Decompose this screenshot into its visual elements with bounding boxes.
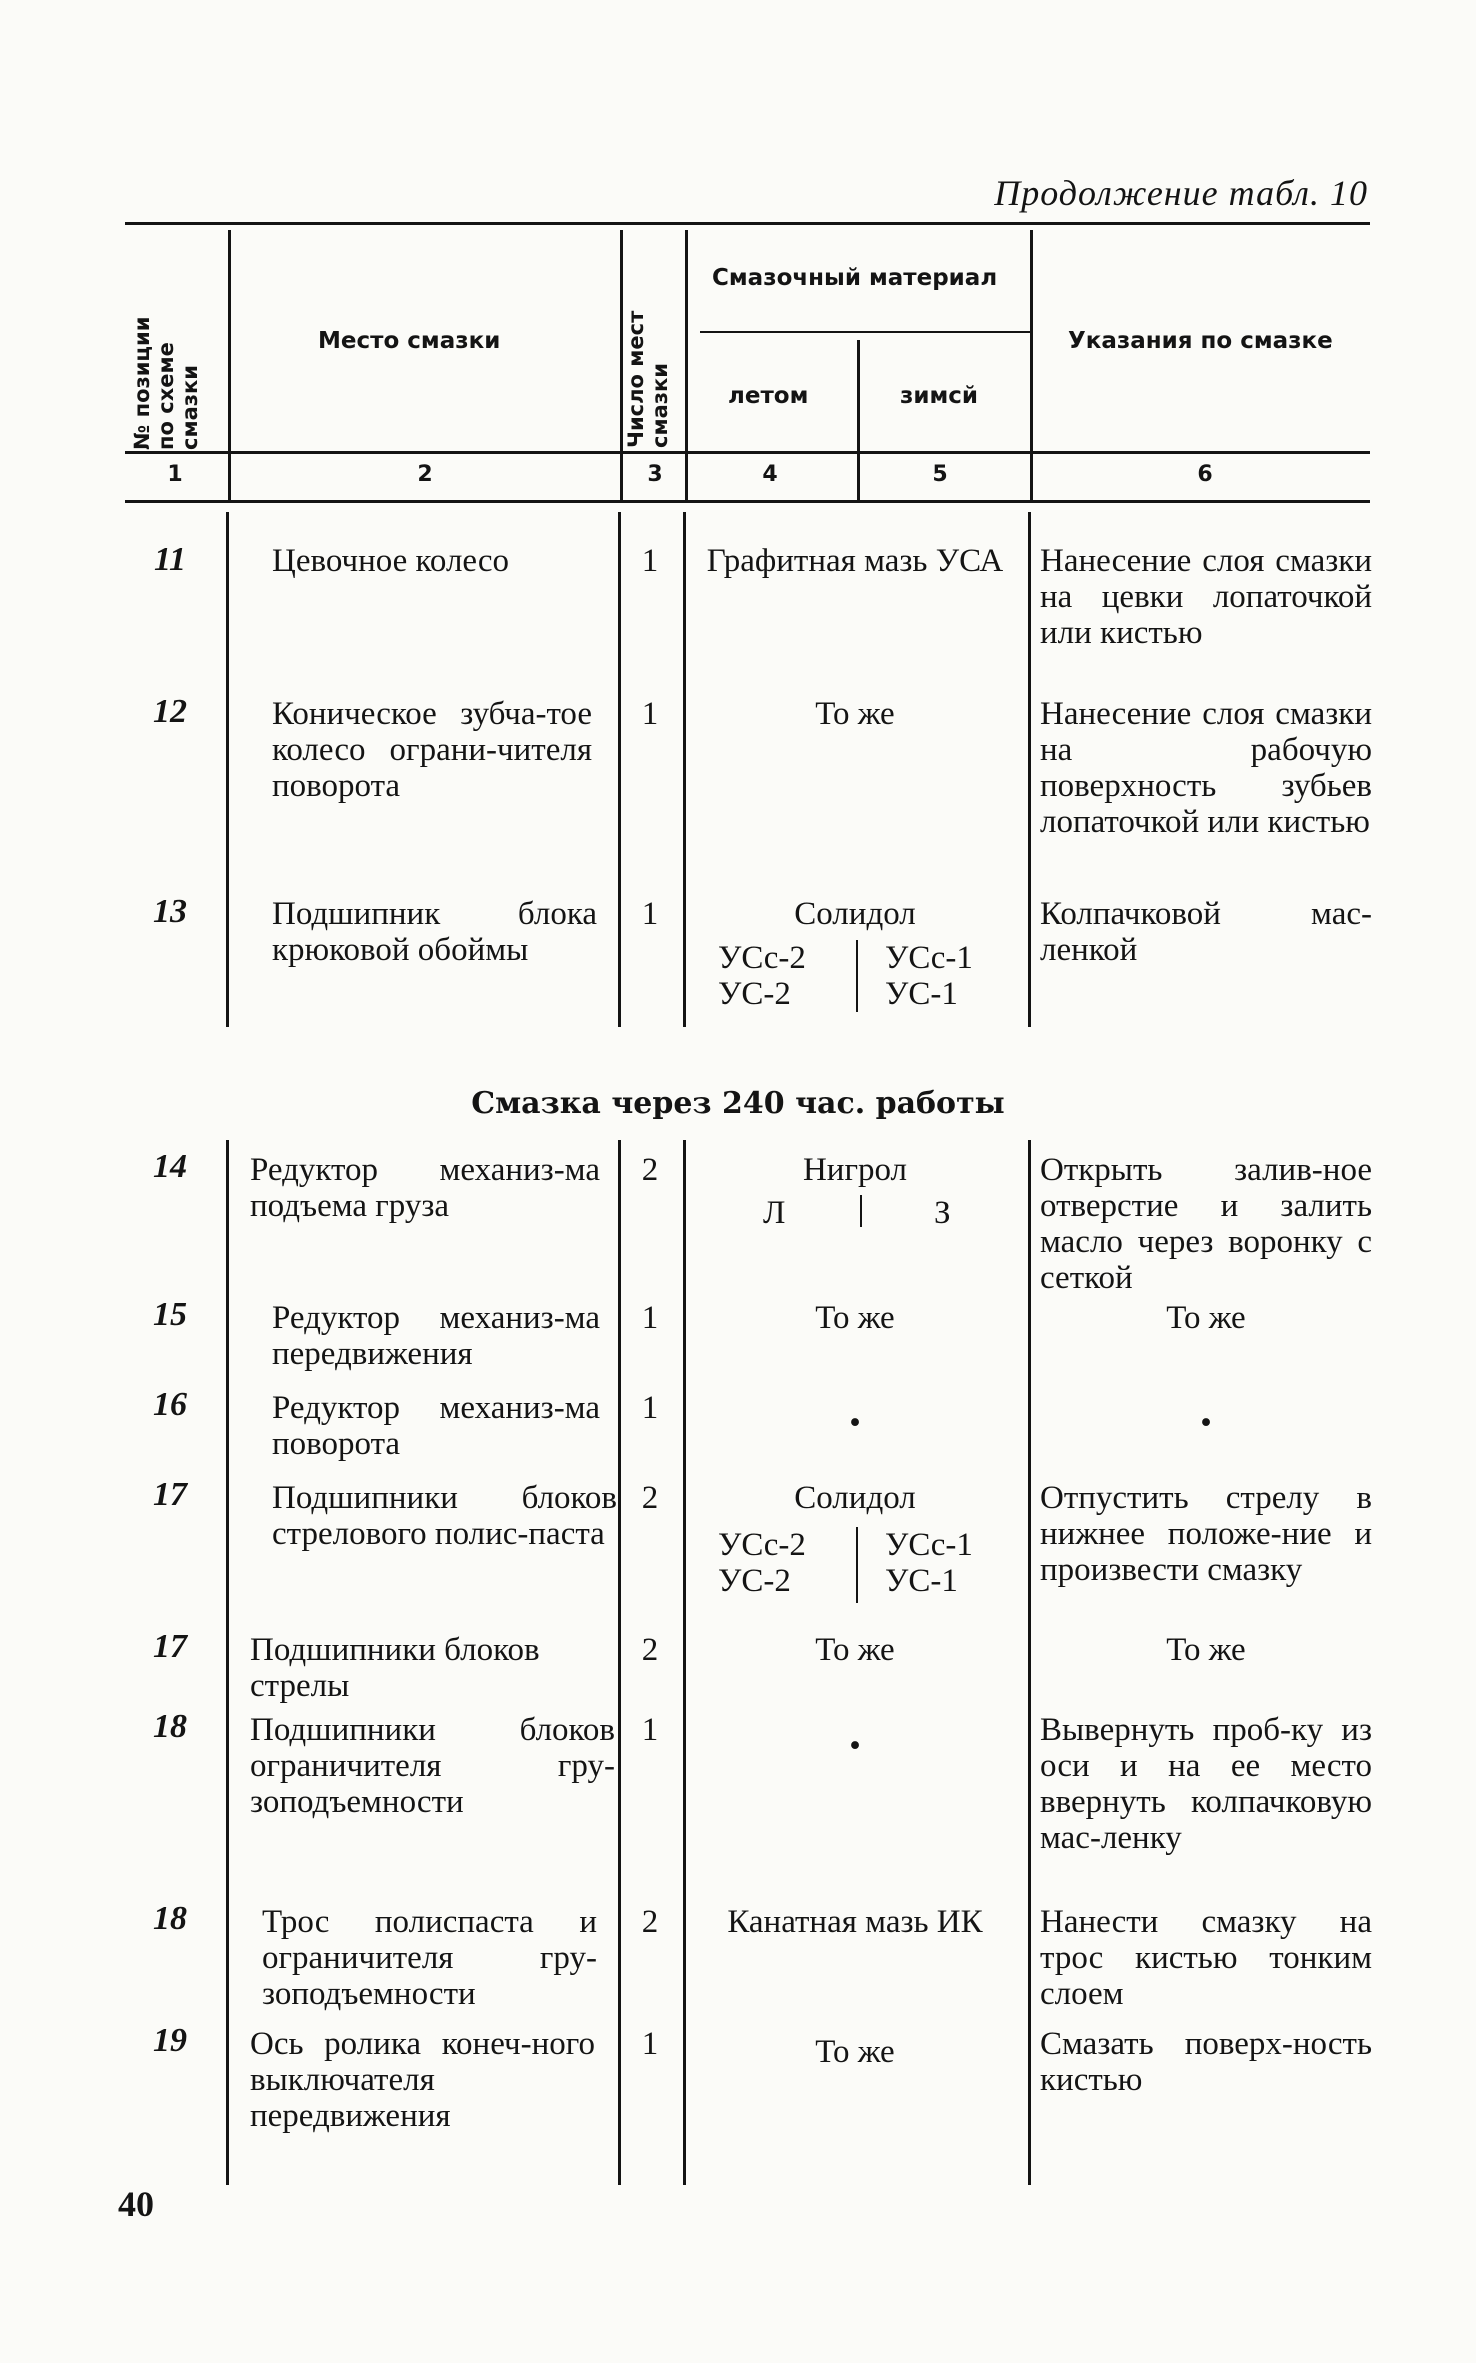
- row-13-place: Подшипник блока крюковой обоймы: [272, 896, 597, 968]
- row-17a-material: Солидол: [794, 1480, 916, 1516]
- row-17b-note: То же: [1166, 1632, 1246, 1668]
- page-number: 40: [118, 2184, 154, 2224]
- row-16-note: •: [1200, 1405, 1212, 1441]
- row-16-material: •: [849, 1405, 861, 1441]
- header-material: Смазочный материал: [712, 265, 998, 291]
- row-12-material: То же: [815, 696, 895, 732]
- row-15-material: То же: [815, 1300, 895, 1336]
- row-14-summer: Л: [763, 1195, 786, 1231]
- row-17b-material: То же: [815, 1632, 895, 1668]
- row-13-count: 1: [641, 896, 659, 932]
- grade-separator-17: [856, 1527, 858, 1603]
- row-13-winter: УСс-1 УС-1: [885, 940, 973, 1012]
- row-17a-note: Отпустить стрелу в нижнее положе-ние и произвести смазку: [1040, 1480, 1372, 1588]
- header-divider-3: [685, 230, 688, 500]
- row-19-note: Смазать поверх-ность кистью: [1040, 2026, 1372, 2098]
- header-divider-2: [620, 230, 623, 500]
- material-subheader-rule: [700, 331, 1030, 333]
- row-17b-place: Подшипники блоков стрелы: [250, 1632, 540, 1704]
- body-b-divider-4: [1028, 1140, 1031, 2185]
- row-14-place: Редуктор механиз-ма подъема груза: [250, 1152, 600, 1224]
- header-bottom-rule: [125, 451, 1370, 454]
- row-17b-count: 2: [641, 1632, 659, 1668]
- row-18b-count: 2: [641, 1904, 659, 1940]
- header-count-label: Число мест смазки: [624, 310, 672, 448]
- row-18b-position: 18: [153, 1900, 187, 1937]
- row-14-count: 2: [641, 1152, 659, 1188]
- row-19-place: Ось ролика конеч-ного выключателя передвижения: [250, 2026, 595, 2134]
- body-a-divider-4: [1028, 512, 1031, 1027]
- row-18a-note: Вывернуть проб-ку из оси и на ее место ввернуть колпачковую мас-ленку: [1040, 1712, 1372, 1856]
- row-11-count: 1: [641, 543, 659, 579]
- row-19-position: 19: [153, 2022, 187, 2059]
- row-14-position: 14: [153, 1148, 187, 1185]
- col-number-1: 1: [167, 462, 183, 487]
- row-15-count: 1: [641, 1300, 659, 1336]
- row-13-material: Солидол: [794, 896, 916, 932]
- grade-separator-13: [856, 940, 858, 1012]
- header-notes: Указания по смазке: [1068, 328, 1333, 354]
- col-number-5: 5: [932, 462, 948, 487]
- row-18a-position: 18: [153, 1708, 187, 1745]
- row-18a-material: •: [849, 1728, 861, 1764]
- row-17a-summer: УСс-2 УС-2: [718, 1527, 806, 1599]
- row-16-place: Редуктор механиз-ма поворота: [272, 1390, 600, 1462]
- row-18a-place: Подшипники блоков ограничителя гру-зоподъемности: [250, 1712, 615, 1820]
- row-11-place: Цевочное колесо: [272, 543, 510, 579]
- grade-separator-14: [860, 1195, 862, 1227]
- body-b-divider-3: [683, 1140, 686, 2185]
- row-13-summer: УСс-2 УС-2: [718, 940, 806, 1012]
- header-divider-1: [228, 230, 231, 500]
- header-position-label: № позиции по схеме смазки: [130, 316, 202, 450]
- body-a-divider-3: [683, 512, 686, 1027]
- row-12-place: Коническое зубча-тое колесо ограни-чителя поворота: [272, 696, 592, 804]
- row-18a-count: 1: [641, 1712, 659, 1748]
- row-12-position: 12: [153, 693, 187, 730]
- row-14-material: Нигрол: [802, 1152, 908, 1188]
- continuation-title: Продолжение табл. 10: [994, 173, 1368, 213]
- row-13-position: 13: [153, 893, 187, 930]
- col-number-2: 2: [417, 462, 433, 487]
- row-18b-note: Нанести смазку на трос кистью тонким слоем: [1040, 1904, 1372, 2012]
- row-16-position: 16: [153, 1386, 187, 1423]
- row-13-note: Колпачковой мас-ленкой: [1040, 896, 1372, 968]
- body-b-divider-2: [618, 1140, 621, 2185]
- row-14-note: Открыть залив-ное отверстие и залить масло через воронку с сеткой: [1040, 1152, 1372, 1296]
- row-18b-place: Трос полиспаста и ограничителя гру-зоподъемности: [262, 1904, 597, 2012]
- row-18b-material: Канатная мазь ИК: [727, 1904, 983, 1940]
- row-12-note: Нанесение слоя смазки на рабочую поверхность зубьев лопаточкой или кистью: [1040, 696, 1372, 840]
- col-number-4: 4: [762, 462, 778, 487]
- header-winter: зимсй: [900, 383, 979, 409]
- row-11-position: 11: [153, 541, 187, 578]
- row-11-note: Нанесение слоя смазки на цевки лопаточкой или кистью: [1040, 543, 1372, 651]
- row-17a-count: 2: [641, 1480, 659, 1516]
- header-divider-4: [857, 340, 860, 500]
- header-divider-5: [1030, 230, 1033, 500]
- row-14-winter: З: [934, 1195, 951, 1231]
- row-17b-position: 17: [153, 1628, 187, 1665]
- column-numbers-rule: [125, 500, 1370, 503]
- col-number-3: 3: [647, 462, 663, 487]
- body-a-divider-2: [618, 512, 621, 1027]
- body-a-divider-1: [226, 512, 229, 1027]
- row-17a-winter: УСс-1 УС-1: [885, 1527, 973, 1599]
- row-11-material: Графитная мазь УСА: [706, 543, 1004, 579]
- row-16-count: 1: [641, 1390, 659, 1426]
- body-b-divider-1: [226, 1140, 229, 2185]
- header-summer: летом: [728, 383, 809, 409]
- row-15-position: 15: [153, 1296, 187, 1333]
- header-place: Место смазки: [318, 328, 501, 354]
- row-12-count: 1: [641, 696, 659, 732]
- col-number-6: 6: [1197, 462, 1213, 487]
- row-19-material: То же: [815, 2034, 895, 2070]
- row-15-place: Редуктор механиз-ма передвижения: [272, 1300, 600, 1372]
- row-19-count: 1: [641, 2026, 659, 2062]
- row-17a-place: Подшипники блоков стрелового полис-паста: [272, 1480, 617, 1552]
- header-top-rule: [125, 222, 1370, 225]
- row-15-note: То же: [1166, 1300, 1246, 1336]
- row-17a-position: 17: [153, 1476, 187, 1513]
- section-heading: Смазка через 240 час. работы: [471, 1086, 1005, 1121]
